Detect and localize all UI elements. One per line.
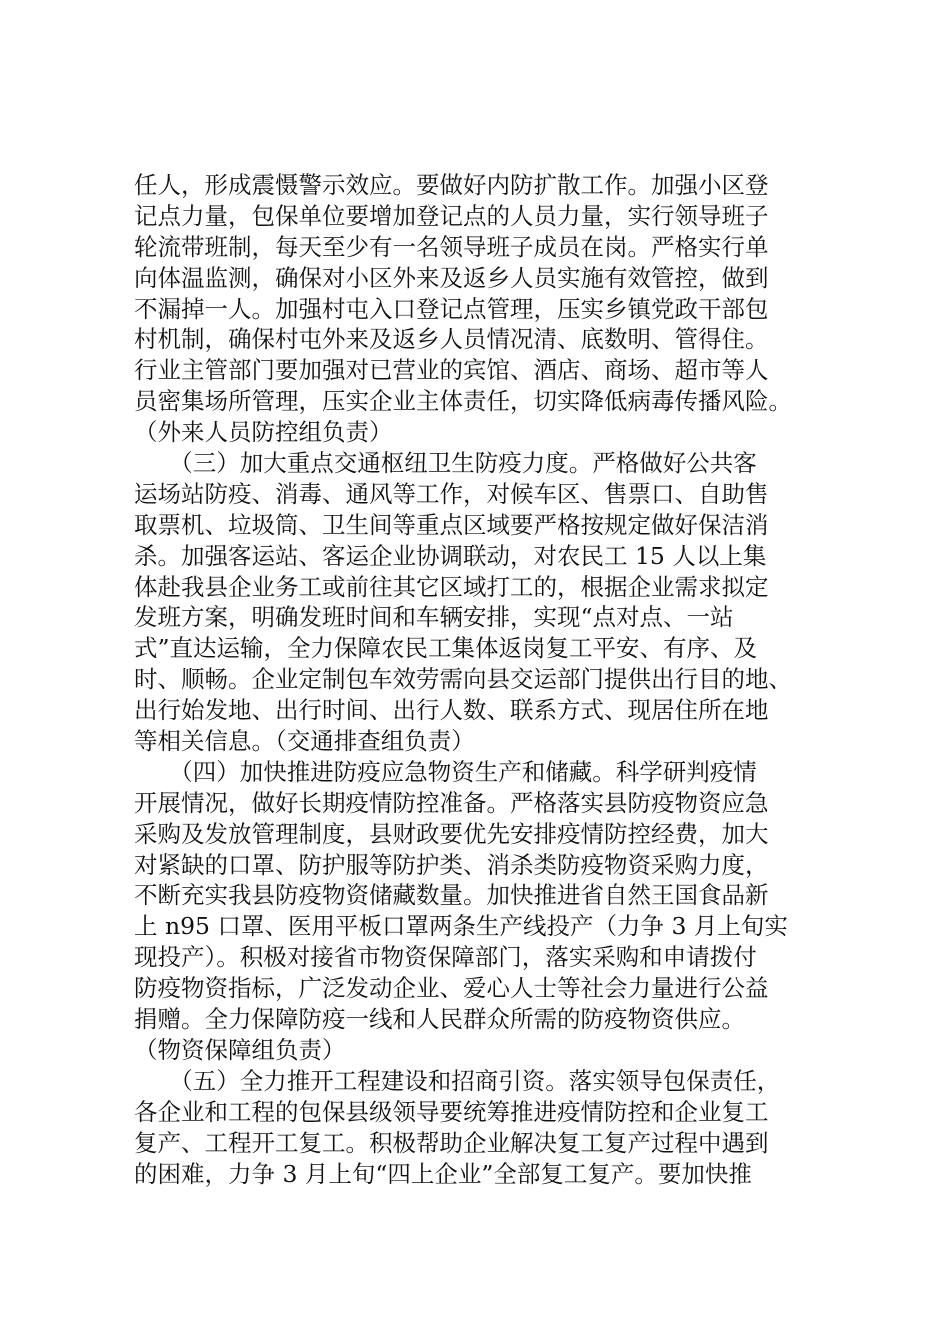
text-line: 等相关信息。（交通排查组负责） bbox=[134, 727, 475, 756]
text-line: 开展情况，做好长期疫情防控准备。严格落实县防疫物资应急 bbox=[134, 788, 769, 817]
text-line: 运场站防疫、消毒、通风等工作，对候车区、售票口、自助售 bbox=[134, 479, 769, 508]
text-line: 记点力量，包保单位要增加登记点的人员力量，实行领导班子 bbox=[134, 201, 769, 230]
text-line: 出行始发地、出行时间、出行人数、联系方式、现居住所在地 bbox=[134, 696, 769, 725]
text-line: 各企业和工程的包保县级领导要统筹推进疫情防控和企业复工 bbox=[134, 1097, 769, 1126]
text-line: 采购及发放管理制度，县财政要优先安排疫情防控经费，加大 bbox=[134, 819, 769, 848]
text-line: （物资保障组负责） bbox=[134, 1035, 346, 1064]
text-line: 防疫物资指标，广泛发动企业、爱心人士等社会力量进行公益 bbox=[134, 974, 769, 1003]
text-line: 任人，形成震慑警示效应。要做好内防扩散工作。加强小区登 bbox=[134, 171, 769, 199]
text-line: （三）加大重点交通枢纽卫生防疫力度。严格做好公共客 bbox=[134, 449, 757, 478]
text-line: 村机制，确保村屯外来及返乡人员情况清、底数明、管得住。 bbox=[134, 325, 769, 354]
text-line: （外来人员防控组负责） bbox=[134, 418, 393, 447]
text-line: 行业主管部门要加强对已营业的宾馆、酒店、商场、超市等人 bbox=[134, 356, 769, 385]
text-line: 向体温监测，确保对小区外来及返乡人员实施有效管控，做到 bbox=[134, 263, 769, 292]
text-line: 捐赠。全力保障防疫一线和人民群众所需的防疫物资供应。 bbox=[134, 1005, 745, 1034]
text-line: 轮流带班制，每天至少有一名领导班子成员在岗。严格实行单 bbox=[134, 232, 769, 261]
text-line: （五）全力推开工程建设和招商引资。落实领导包保责任， bbox=[134, 1066, 781, 1095]
text-line: 不断充实我县防疫物资储藏数量。加快推进省自然王国食品新 bbox=[134, 881, 769, 910]
text-line: 杀。加强客运站、客运企业协调联动，对农民工 15 人以上集 bbox=[134, 541, 767, 570]
text-line: 式”直达运输，全力保障农民工集体返岗复工平安、有序、及 bbox=[134, 634, 758, 663]
text-line: 上 n95 口罩、医用平板口罩两条生产线投产（力争 3 月上旬实 bbox=[134, 912, 788, 941]
text-line: 不漏掉一人。加强村屯入口登记点管理，压实乡镇党政干部包 bbox=[134, 294, 769, 323]
text-line: （四）加快推进防疫应急物资生产和储藏。科学研判疫情 bbox=[134, 757, 757, 786]
text-line: 现投产）。积极对接省市物资保障部门，落实采购和申请拨付 bbox=[134, 943, 757, 972]
text-line: 对紧缺的口罩、防护服等防护类、消杀类防疫物资采购力度， bbox=[134, 850, 769, 879]
text-line: 员密集场所管理，压实企业主体责任，切实降低病毒传播风险。 bbox=[134, 387, 792, 416]
body-text bbox=[134, 170, 854, 1189]
text-line: 体赴我县企业务工或前往其它区域打工的，根据企业需求拟定 bbox=[134, 572, 769, 601]
text-line: 复产、工程开工复工。积极帮助企业解决复工复产过程中遇到 bbox=[134, 1128, 769, 1157]
text-line: 发班方案，明确发班时间和车辆安排，实现“点对点、一站 bbox=[134, 603, 734, 632]
text-line: 取票机、垃圾筒、卫生间等重点区域要严格按规定做好保洁消 bbox=[134, 510, 769, 539]
text-line: 的困难，力争 3 月上旬“四上企业”全部复工复产。要加快推 bbox=[134, 1159, 752, 1188]
text-line: 时、顺畅。企业定制包车效劳需向县交运部门提供出行目的地、 bbox=[134, 665, 792, 694]
